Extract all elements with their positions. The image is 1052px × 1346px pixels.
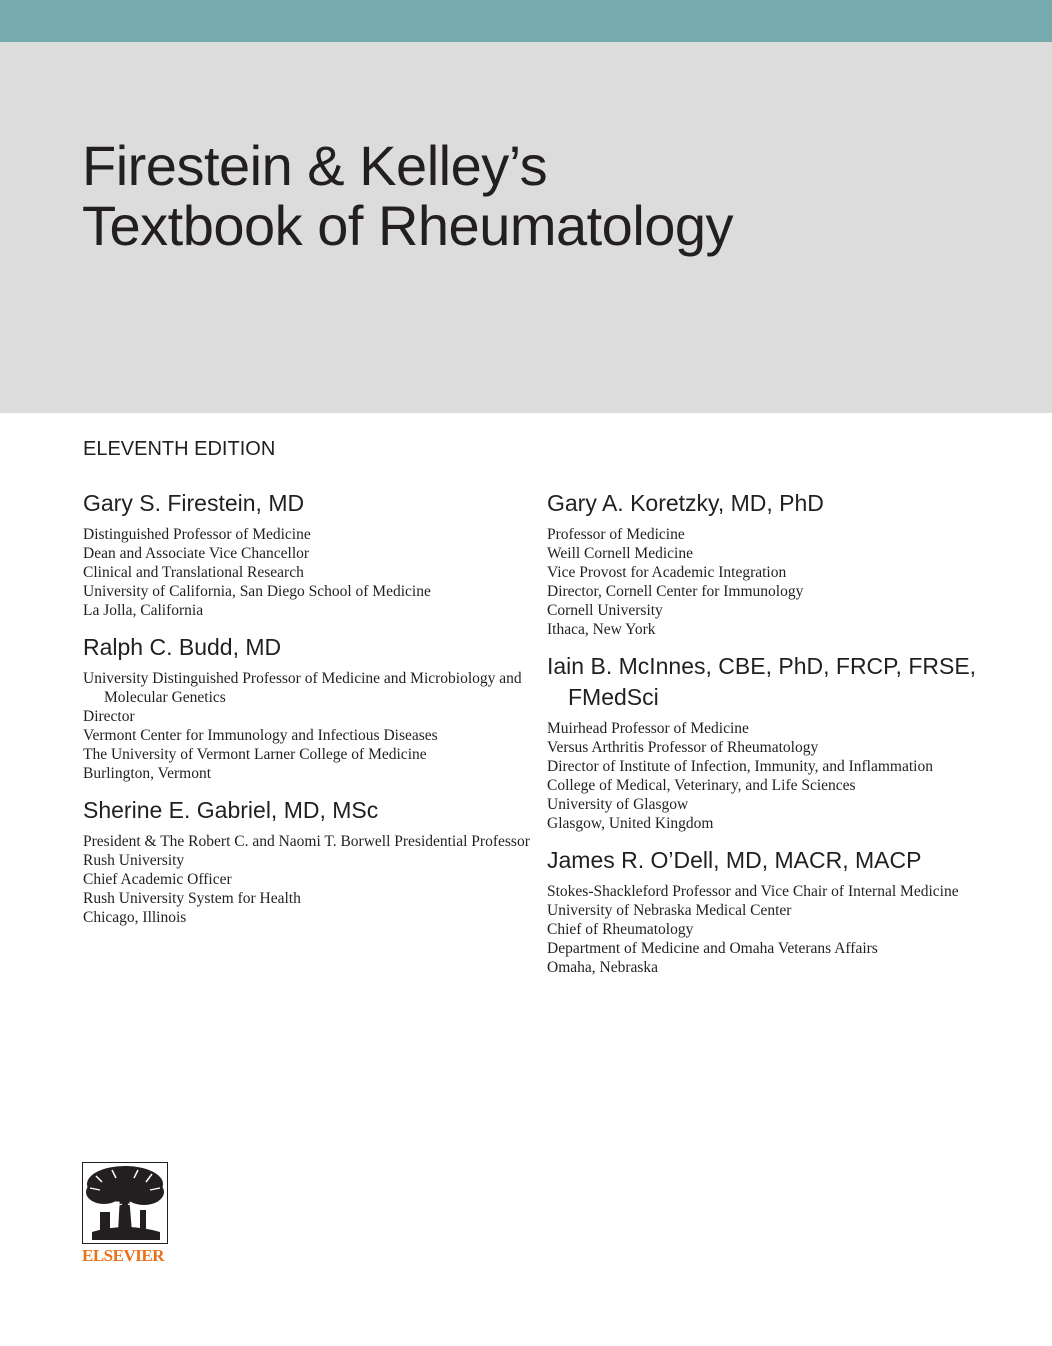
author-affiliation: Muirhead Professor of Medicine — [547, 720, 749, 737]
book-title-line-1: Firestein & Kelley’s — [82, 134, 548, 197]
author-affiliation: Weill Cornell Medicine — [547, 545, 693, 562]
publisher-name: ELSEVIER — [82, 1246, 164, 1265]
author-affiliation: Department of Medicine and Omaha Veterans Affairs — [547, 940, 878, 957]
author-affiliation: Dean and Associate Vice Chancellor — [83, 545, 310, 562]
author-block — [547, 845, 1007, 977]
author-name: Sherine E. Gabriel, MD, MSc — [83, 797, 379, 823]
author-affiliation: College of Medical, Veterinary, and Life Sciences — [547, 777, 856, 794]
author-affiliation: University of California, San Diego School of Medicine — [83, 583, 431, 600]
author-affiliation: Director of Institute of Infection, Immunity, and Inflammation — [547, 758, 933, 775]
author-affiliation: The University of Vermont Larner College of Medicine — [83, 746, 427, 763]
author-affiliation: Clinical and Translational Research — [83, 564, 304, 581]
book-title — [82, 136, 733, 256]
book-title-line-2: Textbook of Rheumatology — [82, 194, 734, 257]
author-name: Gary A. Koretzky, MD, PhD — [547, 490, 824, 516]
author-affiliation: Vice Provost for Academic Integration — [547, 564, 787, 581]
author-block — [547, 488, 1007, 639]
author-affiliation: Professor of Medicine — [547, 526, 685, 543]
author-affiliation: Omaha, Nebraska — [547, 959, 659, 976]
author-name: Iain B. McInnes, CBE, PhD, FRCP, FRSE, FMedSci — [547, 653, 977, 710]
top-color-band — [0, 0, 1052, 42]
authors-right-column — [547, 488, 1007, 989]
author-affiliation: Chicago, Illinois — [83, 909, 187, 926]
author-affiliation: President & The Robert C. and Naomi T. Borwell Presidential Professor — [83, 833, 530, 850]
author-block — [547, 651, 1007, 833]
author-name: Gary S. Firestein, MD — [83, 490, 305, 516]
author-name: Ralph C. Budd, MD — [83, 634, 282, 660]
author-affiliation: Chief of Rheumatology — [547, 921, 694, 938]
author-block — [83, 632, 533, 783]
author-affiliation: Chief Academic Officer — [83, 871, 232, 888]
author-affiliation: Cornell University — [547, 602, 663, 619]
author-affiliation: University of Nebraska Medical Center — [547, 902, 792, 919]
author-block — [83, 795, 533, 927]
elsevier-tree-icon — [82, 1162, 168, 1244]
author-name: James R. O’Dell, MD, MACR, MACP — [547, 847, 922, 873]
author-affiliation: Rush University System for Health — [83, 890, 301, 907]
author-affiliation: University Distinguished Professor of Medicine and Microbiology and Molecular Genetics — [83, 670, 522, 706]
author-affiliation: Versus Arthritis Professor of Rheumatology — [547, 739, 819, 756]
author-affiliation: La Jolla, California — [83, 602, 204, 619]
author-affiliation: Vermont Center for Immunology and Infectious Diseases — [83, 727, 438, 744]
author-affiliation: Stokes-Shackleford Professor and Vice Chair of Internal Medicine — [547, 883, 959, 900]
author-affiliation: Burlington, Vermont — [83, 765, 212, 782]
publisher-logo — [82, 1162, 168, 1266]
author-affiliation: Glasgow, United Kingdom — [547, 815, 714, 832]
author-affiliation: Ithaca, New York — [547, 621, 656, 638]
author-block — [83, 488, 533, 620]
author-affiliation: Distinguished Professor of Medicine — [83, 526, 311, 543]
author-affiliation: University of Glasgow — [547, 796, 689, 813]
author-affiliation: Director, Cornell Center for Immunology — [547, 583, 804, 600]
authors-left-column — [83, 488, 533, 939]
edition-label: ELEVENTH EDITION — [83, 438, 276, 460]
author-affiliation: Rush University — [83, 852, 185, 869]
author-affiliation: Director — [83, 708, 135, 725]
